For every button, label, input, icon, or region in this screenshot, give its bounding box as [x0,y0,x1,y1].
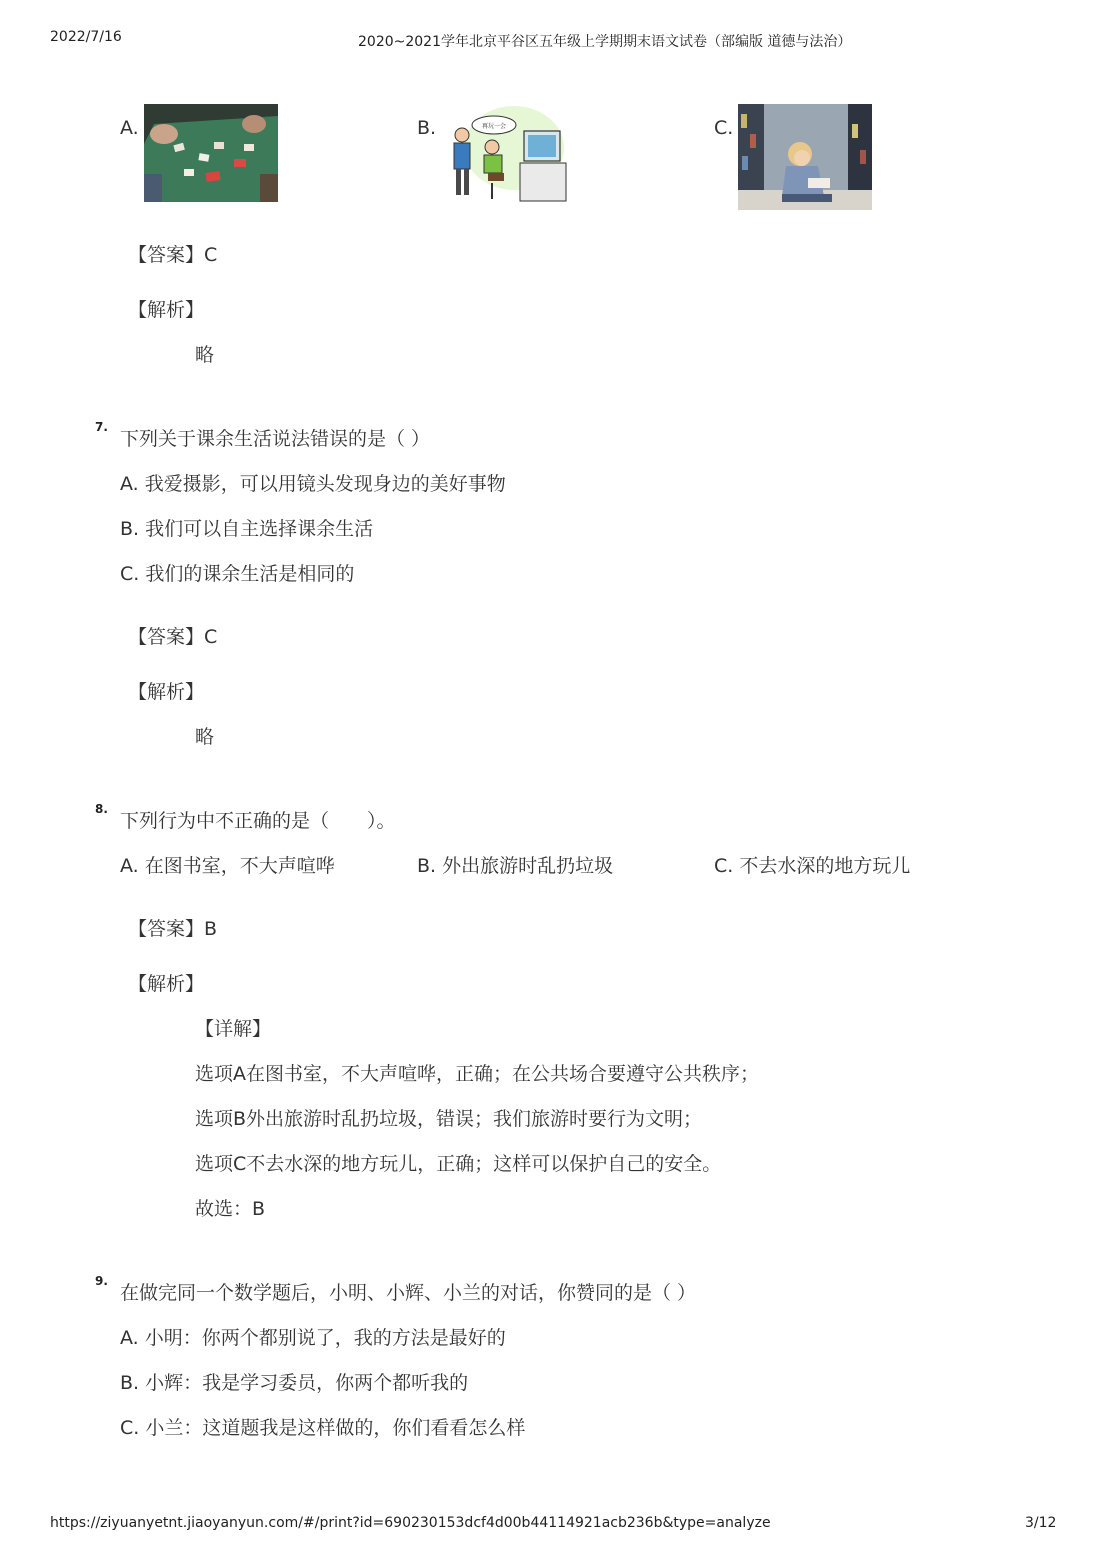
q6-option-a-label: A. [120,117,139,139]
q6-analysis-text: 略 [195,344,215,366]
q7-stem: 下列关于课余生活说法错误的是（ ） [120,428,431,450]
q8-detail-line: 故选：B [195,1198,266,1220]
page-number: 3/12 [1025,1515,1057,1531]
q6-option-a-image [144,104,278,202]
q7-option-a: A. 我爱摄影，可以用镜头发现身边的美好事物 [120,473,506,495]
q7-analysis-label: 【解析】 [128,681,205,703]
q8-detail-line: 选项B外出旅游时乱扔垃圾，错误；我们旅游时要行为文明； [195,1108,703,1130]
q7-number: 7. [95,420,108,434]
q8-analysis-label: 【解析】 [128,973,205,995]
q9-stem: 在做完同一个数学题后，小明、小辉、小兰的对话，你赞同的是（ ） [120,1282,697,1304]
q8-detail-line: 选项C不去水深的地方玩儿，正确；这样可以保护自己的安全。 [195,1153,722,1175]
q8-number: 8. [95,802,108,816]
child-reading-in-library-photo-icon [738,104,872,210]
q7-answer: 【答案】C [128,626,218,648]
q6-option-c-image [738,104,872,210]
q8-option-c: C. 不去水深的地方玩儿 [714,855,911,877]
q7-option-b: B. 我们可以自主选择课余生活 [120,518,374,540]
q8-option-a: A. 在图书室，不大声喧哗 [120,855,335,877]
card-gambling-photo-icon [144,104,278,202]
q6-analysis-label: 【解析】 [128,299,205,321]
q6-option-b-label: B. [417,117,437,139]
q8-detail-label: 【详解】 [195,1018,272,1040]
q9-option-b: B. 小辉：我是学习委员，你两个都听我的 [120,1372,469,1394]
q6-option-b-image [444,103,570,204]
header-date: 2022/7/16 [50,29,122,45]
q8-detail-line: 选项A在图书室，不大声喧哗，正确；在公共场合要遵守公共秩序； [195,1063,759,1085]
q9-option-c: C. 小兰：这道题我是这样做的，你们看看怎么样 [120,1417,526,1439]
q8-answer: 【答案】B [128,918,218,940]
kids-at-computer-cartoon-icon [444,103,570,204]
q7-option-c: C. 我们的课余生活是相同的 [120,563,355,585]
q7-analysis-text: 略 [195,726,215,748]
q6-answer: 【答案】C [128,244,218,266]
q9-number: 9. [95,1274,108,1288]
q6-option-c-label: C. [714,117,734,139]
header-title: 2020~2021学年北京平谷区五年级上学期期末语文试卷（部编版 道德与法治） [358,34,852,50]
q9-option-a: A. 小明：你两个都别说了，我的方法是最好的 [120,1327,506,1349]
q8-stem: 下列行为中不正确的是（ ）。 [120,810,396,832]
q8-option-b: B. 外出旅游时乱扔垃圾 [417,855,614,877]
footer-url[interactable]: https://ziyuanyetnt.jiaoyanyun.com/#/print?id=690230153dcf4d00b44114921acb236b&type=analyze [50,1515,771,1531]
speech-bubble-text: 再玩一会 [481,123,507,130]
